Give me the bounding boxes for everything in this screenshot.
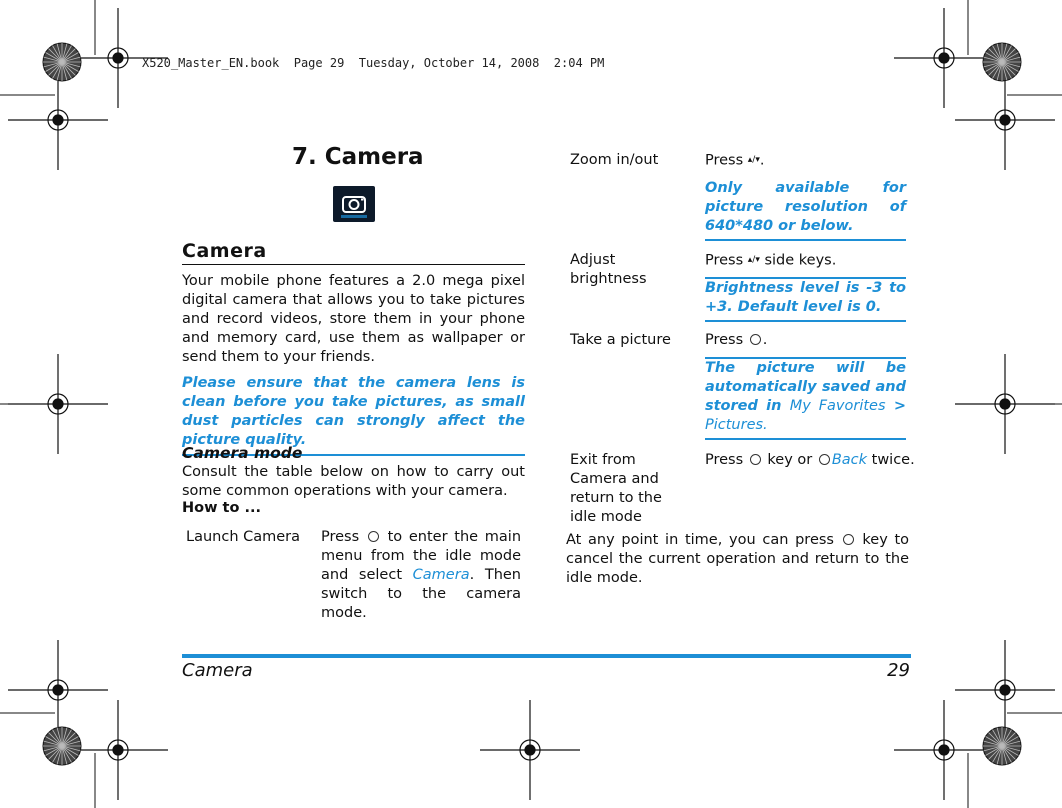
registration-target-icon — [955, 640, 1055, 740]
registration-target-icon — [955, 354, 1055, 454]
press-word: Press — [705, 252, 744, 269]
ok-key-icon — [368, 531, 379, 542]
back-link: Back — [831, 452, 868, 468]
registration-starburst-icon — [43, 727, 81, 765]
footer-rule — [182, 654, 911, 658]
footer-title: Camera — [182, 660, 253, 681]
zoom-end: . — [759, 152, 765, 169]
registration-starburst-icon — [983, 727, 1021, 765]
press-word: Press — [705, 332, 744, 348]
row-label-launch: Launch Camera — [186, 529, 301, 545]
section-title: Camera — [182, 240, 525, 265]
pictures-link: Pictures. — [705, 417, 768, 433]
registration-target-icon — [8, 70, 108, 170]
row-action-picture — [705, 331, 907, 350]
registration-target-icon — [955, 70, 1055, 170]
zoom-note-rule — [705, 239, 906, 241]
row-action-zoom — [705, 151, 907, 171]
press-word: Press — [705, 452, 744, 468]
registration-starburst-icon — [43, 43, 81, 81]
row-action-launch — [321, 528, 521, 623]
camera-icon — [333, 186, 375, 222]
press-word: Press — [705, 152, 744, 169]
picture-end: . — [762, 332, 768, 348]
chapter-title: 7. Camera — [292, 144, 424, 170]
ok-key-icon — [750, 334, 761, 345]
row-action-brightness — [705, 251, 907, 271]
launch-text-a: to enter the main menu from the idle mode and select — [321, 529, 522, 583]
subsection-title: Camera mode — [182, 444, 303, 462]
picture-note-text: The picture will be automatically saved and stored in — [705, 360, 906, 414]
consult-paragraph: Consult the table below on how to carry out some common operations with your camera. — [182, 464, 525, 499]
exit-end: twice. — [871, 452, 915, 468]
registration-target-icon — [68, 700, 168, 800]
registration-target-icon — [894, 700, 994, 800]
page-number: 29 — [887, 660, 910, 681]
intro-paragraph: Your mobile phone features a 2.0 mega pixel digital camera that allows you to take pictures and record videos, store them in your phone and memory card, use them as wallpaper or send them to your friends. — [182, 273, 525, 365]
registration-target-icon — [8, 354, 108, 454]
row-label-picture: Take a picture — [570, 332, 671, 348]
up-down-arrows-icon: ▴/▾ — [747, 155, 760, 165]
launch-text-b: . Then switch to the camera mode. — [321, 567, 521, 621]
row-label-zoom: Zoom in/out — [570, 152, 659, 168]
row-action-exit — [705, 451, 915, 470]
end-key-icon — [750, 454, 761, 465]
cancel-text-a: At any point in time, you can press — [566, 532, 834, 548]
my-favorites-link: My Favorites — [789, 398, 886, 414]
row-label-exit: Exit from Camera and return to the idle mode — [570, 452, 662, 525]
end-key-icon — [843, 534, 854, 545]
brightness-note-rule — [705, 320, 906, 322]
how-to-label: How to ... — [182, 500, 262, 516]
cancel-paragraph — [566, 531, 909, 588]
zoom-note: Only available for picture resolution of 640*480 or below. — [705, 180, 906, 234]
path-separator: > — [893, 398, 906, 414]
lens-note: Please ensure that the camera lens is clean before you take pictures, as small dust particles can strongly affect the picture quality. — [182, 374, 525, 456]
registration-starburst-icon — [983, 43, 1021, 81]
registration-target-icon — [8, 640, 108, 740]
picture-note — [705, 359, 906, 435]
brightness-note: Brightness level is -3 to +3. Default level is 0. — [705, 280, 906, 315]
row-label-brightness: Adjust brightness — [570, 252, 647, 287]
brightness-end: side keys. — [764, 252, 837, 269]
registration-target-icon — [894, 8, 994, 108]
back-key-icon — [819, 454, 830, 465]
cancel-text-b: key to cancel the current operation and return to the idle mode. — [566, 532, 910, 586]
camera-link: Camera — [412, 567, 470, 583]
picture-note-rule — [705, 438, 906, 440]
registration-target-icon — [480, 700, 580, 800]
exit-mid: key or — [767, 452, 813, 468]
up-down-arrows-icon: ▴/▾ — [747, 255, 760, 265]
press-word: Press — [321, 529, 360, 545]
print-header-meta: X520_Master_EN.book Page 29 Tuesday, October 14, 2008 2:04 PM — [142, 56, 605, 70]
